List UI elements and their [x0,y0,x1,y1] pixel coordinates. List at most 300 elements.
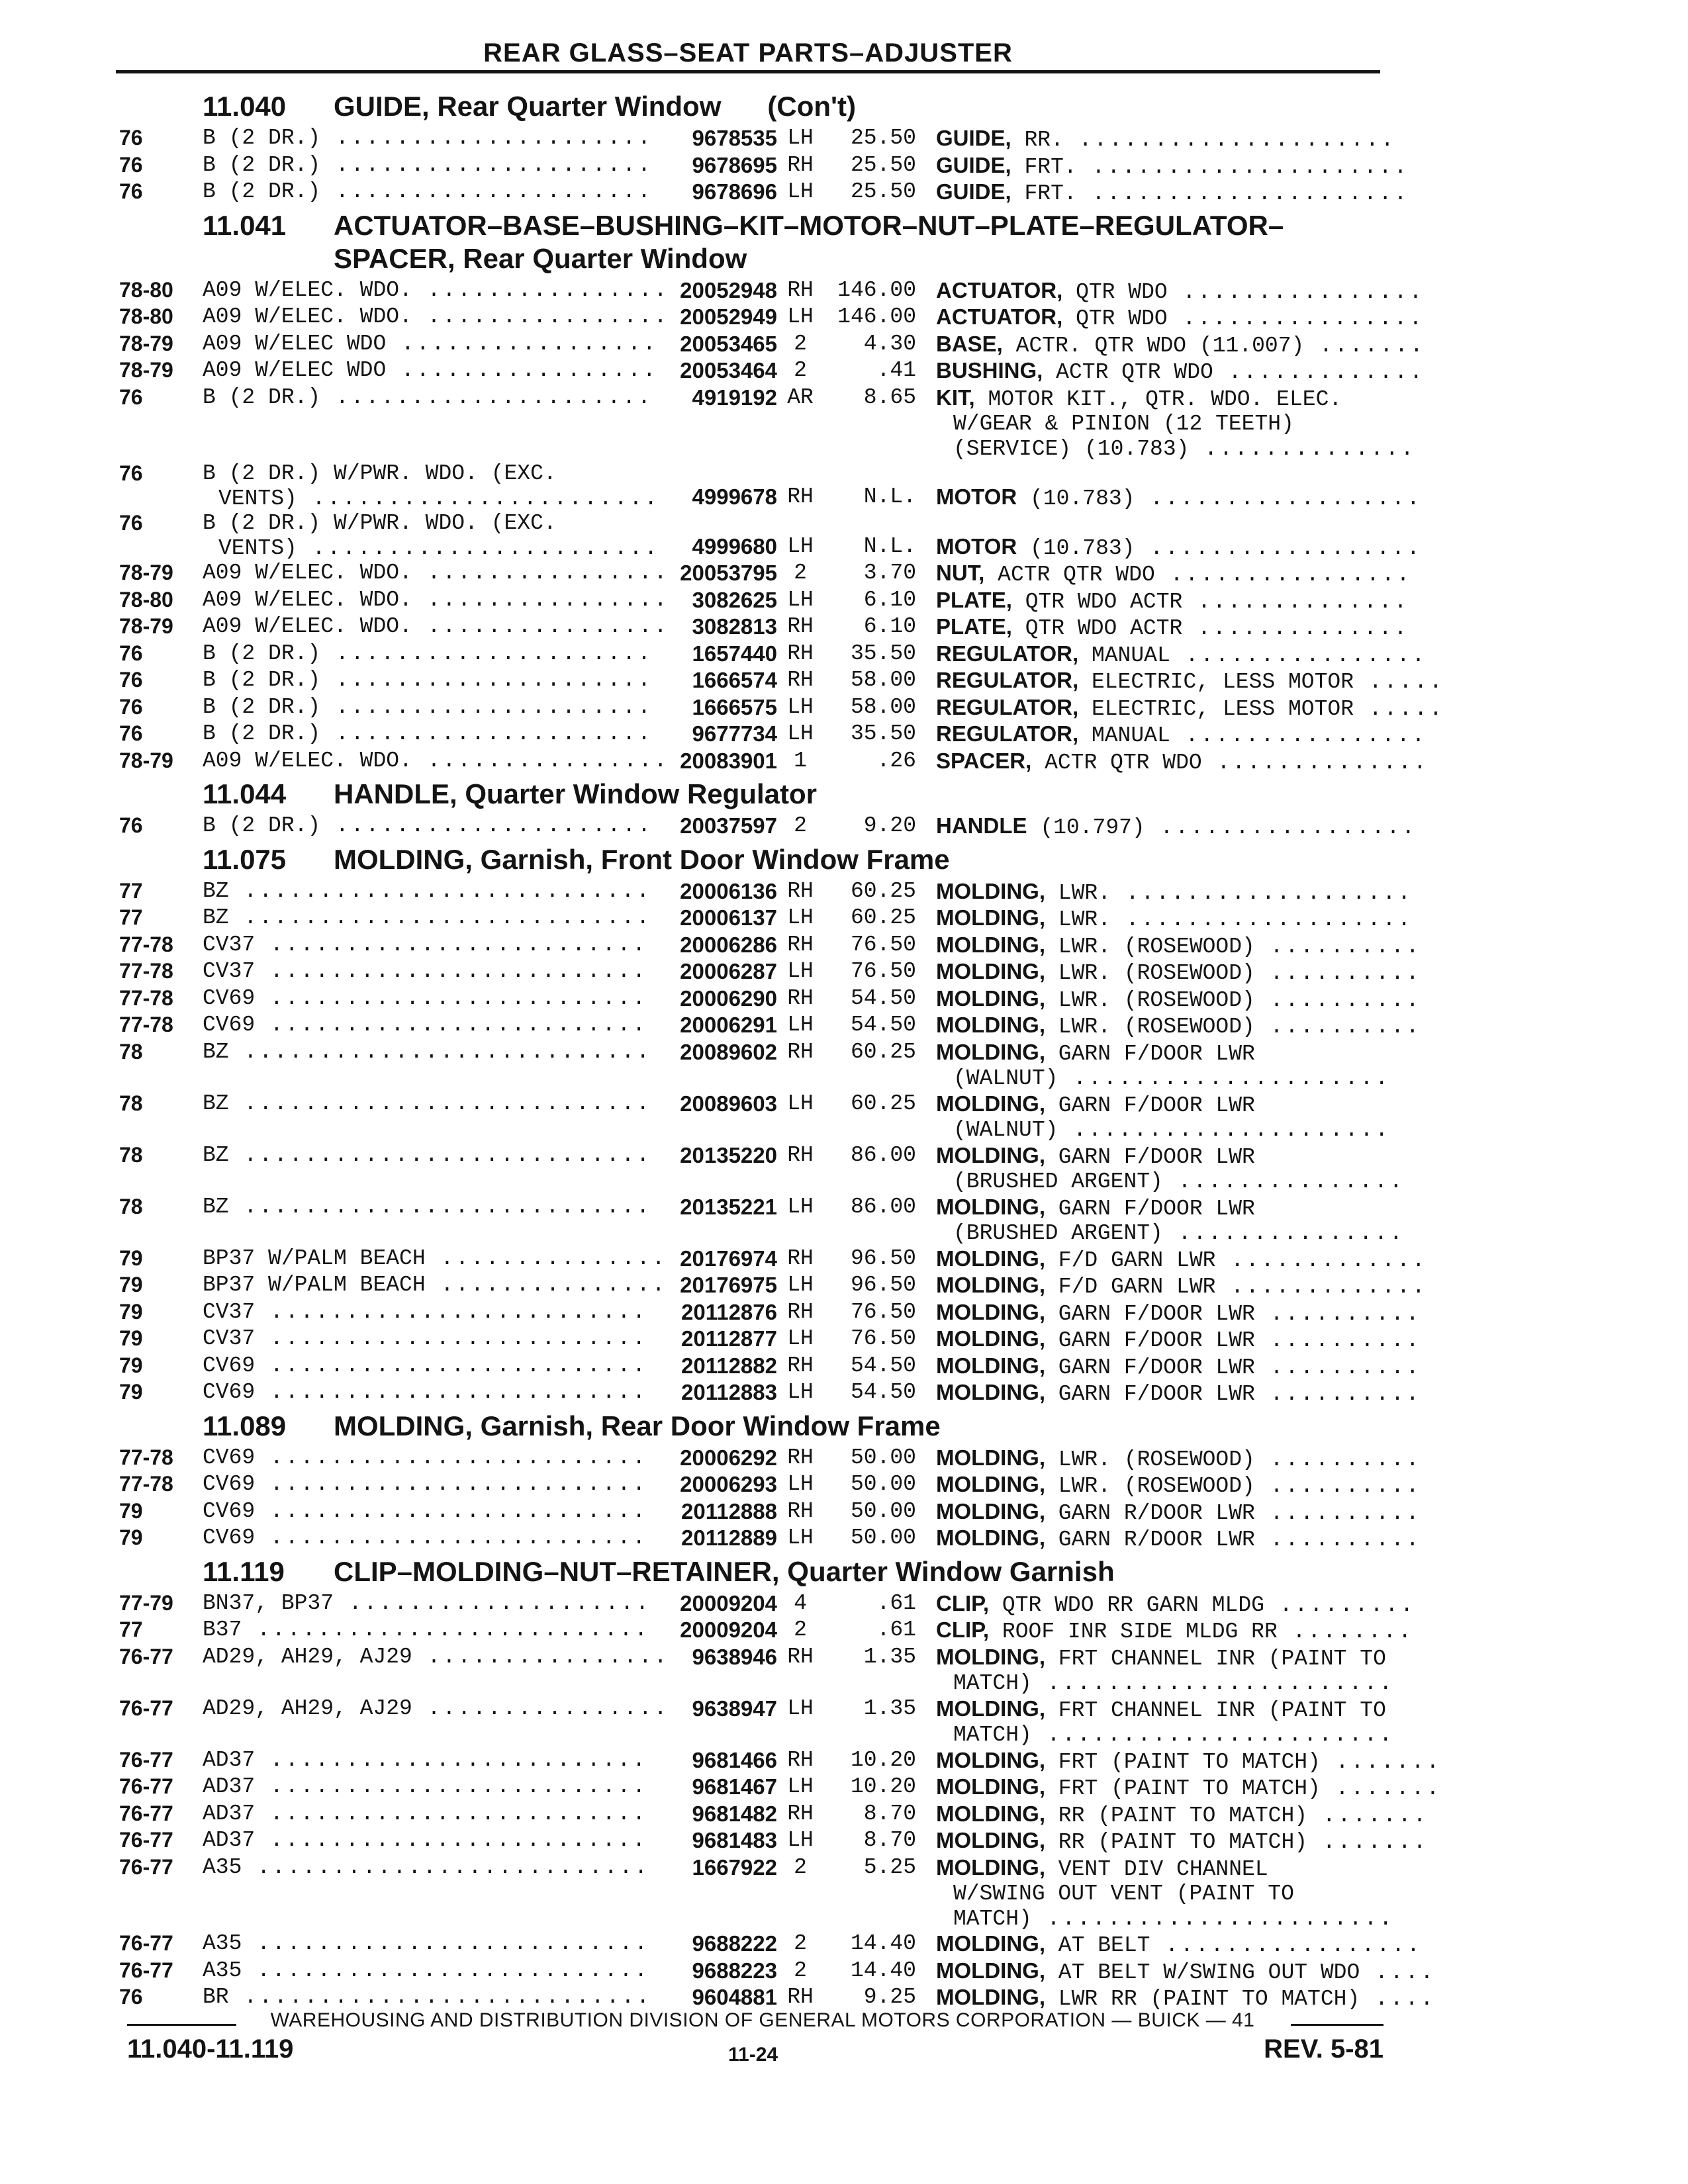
part-number: 4999680 [692,533,777,559]
model-text: AD37 [203,1828,256,1852]
part-name: MOLDING, [936,1299,1045,1324]
model-year: 76 [119,694,143,719]
section-continued-note: (Con't) [767,91,856,122]
quantity: LH [787,1380,814,1404]
dot-leader: ........................... [228,1091,652,1116]
dot-leader: .......................... [242,1931,650,1956]
quantity: AR [787,385,814,410]
part-name: MOLDING, [936,1747,1045,1772]
part-number: 20006293 [680,1472,777,1496]
part-description [916,179,1413,206]
part-number: 20052948 [680,277,777,302]
quantity: RH [787,668,814,692]
part-details [678,748,1429,776]
part-name: MOLDING, [936,1445,1045,1470]
part-name: BASE, [936,331,1003,356]
part-name: SPACER, [936,748,1032,773]
part-name: GUIDE, [936,152,1011,177]
description-line: ACTR QTR WDO [1045,750,1202,775]
part-number: 3082625 [692,587,777,612]
body-model [203,1499,678,1524]
dot-leader: ................ [412,1644,669,1669]
quantity: LH [787,1091,814,1116]
dot-leader: ................ [412,277,669,302]
quantity: RH [787,878,814,903]
description-line: GARN R/DOOR LWR [1058,1527,1255,1552]
quantity: LH [787,126,814,150]
part-description [916,1380,1421,1407]
model-text: A09 W/ELEC. WDO. [203,748,412,773]
part-row [119,748,1429,776]
model-year: 76 [119,461,143,485]
body-model [203,126,678,151]
body-model [203,641,678,666]
dot-leader: ................. [1150,1933,1422,1958]
section-title: ACTUATOR–BASE–BUSHING–KIT–MOTOR–NUT–PLATE–REGULATOR– [334,209,1284,241]
part-description [916,126,1413,153]
list-price: 76.50 [850,932,916,957]
model-text: BZ [203,1194,229,1219]
model-year: 77-78 [119,1445,173,1469]
section-heading [119,90,1393,123]
section-heading [119,1410,1393,1443]
model-text: B (2 DR.) [203,152,321,177]
dot-leader: .......... [1254,1328,1421,1353]
list-price: 6.10 [863,614,916,639]
part-details [678,358,1425,385]
quantity: LH [787,1013,814,1037]
model-text: CV69 [203,1445,256,1470]
part-row [119,1696,1393,1748]
part-row [119,959,1421,986]
part-number: 9688223 [692,1958,777,1983]
dot-leader: .................. [1135,535,1422,561]
part-row [119,1931,1422,1958]
part-row [119,813,1417,841]
section-title-block [334,843,1393,876]
part-description [916,1445,1421,1473]
description-continuation [936,1671,1413,1696]
dot-leader: ......................... [255,1013,648,1037]
dot-leader: .......... [1254,1500,1421,1525]
quantity: RH [787,1246,814,1271]
part-number: 9681482 [692,1801,777,1826]
description-line: QTR WDO ACTR [1025,616,1183,641]
part-details [678,1246,1427,1273]
dot-leader: ................... [1111,907,1413,932]
list-price: 76.50 [850,1326,916,1351]
model-line [203,749,678,774]
dot-leader: ......................... [255,1774,648,1799]
description-line: (10.783) [1030,535,1135,561]
part-description [916,385,1416,462]
part-details [678,932,1421,960]
quantity: LH [787,304,814,329]
model-line [203,1855,678,1880]
body-model [203,358,678,383]
dot-leader: .......... [1254,1382,1421,1406]
dot-leader: ....................... [1031,1906,1395,1931]
model-text: AD37 [203,1801,256,1826]
part-description [916,533,1422,561]
part-name: CLIP, [936,1617,990,1642]
parts-list [119,813,1417,841]
body-model [203,1774,678,1799]
body-model [203,959,678,984]
part-name: PLATE, [936,614,1012,639]
part-name: ACTUATOR, [936,277,1063,302]
model-text: A35 [203,1931,242,1956]
model-text: A09 W/ELEC. WDO. [203,561,412,585]
list-price: 9.25 [863,1985,916,2009]
dot-leader: ......................... [255,1326,648,1351]
part-row [119,152,1409,180]
dot-leader: ........................... [228,1985,652,2009]
description-line: LWR. (ROSEWOOD) [1058,961,1255,985]
part-row [119,561,1412,588]
model-line [203,126,678,151]
list-price: 35.50 [850,721,916,746]
dot-leader: .... [1360,1960,1436,1985]
part-row [119,1445,1421,1473]
part-name: MOLDING, [936,1246,1045,1271]
part-row [119,1958,1436,1985]
body-model [203,1645,678,1670]
part-details [678,1774,1442,1801]
list-price: 14.40 [850,1958,916,1983]
model-line [203,959,678,984]
model-text: BP37 W/PALM BEACH [203,1246,426,1271]
model-line [203,561,678,586]
part-number: 20089603 [680,1091,777,1116]
description-line: ROOF INR SIDE MLDG RR [1002,1619,1278,1644]
description-line: F/D GARN LWR [1058,1248,1216,1273]
part-row [119,1299,1421,1327]
part-number: 9678535 [692,126,777,150]
model-text: B (2 DR.) W/PWR. WDO. (EXC. [203,461,557,486]
body-model [203,1617,678,1643]
dot-leader: ......................... [255,1299,648,1324]
section-number: 11.075 [203,843,287,875]
part-details [678,959,1421,986]
part-number: 20135221 [680,1194,777,1219]
body-model [203,1246,678,1271]
body-model [203,933,678,958]
part-number: 20112882 [680,1353,777,1378]
model-year: 77-78 [119,1013,173,1036]
part-name: BUSHING, [936,358,1043,383]
part-row [119,1525,1421,1553]
part-description [916,641,1427,668]
list-price: 10.20 [850,1774,916,1799]
part-description [916,1091,1413,1143]
part-details [678,721,1427,749]
model-year: 77 [119,1617,143,1641]
dot-leader: ..................... [320,641,653,666]
list-price: .61 [876,1617,916,1642]
part-name: MOLDING, [936,1194,1045,1219]
part-row [119,1273,1427,1300]
body-model [203,1091,678,1116]
description-line: (SERVICE) (10.783) [953,436,1190,461]
section-title-block [334,1555,1393,1588]
body-model [203,304,678,330]
part-name: MOTOR [936,484,1017,509]
list-price: 25.50 [850,126,916,150]
part-row [119,641,1427,668]
body-model [203,813,678,839]
description-line: LWR. [1058,907,1111,932]
model-year: 76 [119,385,143,409]
part-details [678,668,1444,695]
part-row [119,1013,1421,1040]
part-details [678,304,1425,332]
model-line [203,332,678,357]
part-number: 20009204 [680,1617,777,1642]
part-row [119,932,1421,960]
part-row [119,1645,1393,1696]
list-price: .26 [876,748,916,773]
list-price: 76.50 [850,1299,916,1324]
catalog-section [119,778,1417,841]
part-name: MOLDING, [936,1525,1045,1550]
part-row [119,1353,1421,1381]
part-description [916,985,1421,1013]
description-line: FRT CHANNEL INR (PAINT TO [1058,1698,1386,1723]
part-row [119,1747,1442,1775]
list-price: 35.50 [850,641,916,666]
description-line: GARN F/DOOR LWR [1058,1196,1255,1221]
part-details [678,614,1413,641]
description-line: AT BELT [1058,1933,1150,1958]
part-details [678,1645,1413,1696]
part-description [916,277,1425,305]
model-year: 77 [119,878,143,903]
part-row [119,1828,1429,1855]
model-line [203,1273,678,1298]
part-row [119,721,1427,749]
model-line [203,179,678,205]
quantity: 2 [794,358,807,383]
description-line: GARN F/DOOR LWR [1058,1355,1255,1380]
part-details [678,153,1413,180]
model-year: 77-78 [119,985,173,1010]
quantity: 2 [794,813,807,838]
part-row [119,985,1421,1013]
model-line [203,695,678,720]
part-row [119,1617,1414,1645]
section-title-block [334,209,1393,275]
quantity: LH [787,1326,814,1351]
model-line [203,1591,678,1616]
part-number: 4919192 [692,385,777,410]
model-year: 79 [119,1380,143,1404]
part-details [678,1985,1436,2012]
quantity: LH [787,1472,814,1496]
part-description [916,1747,1442,1775]
quantity: LH [787,1273,814,1297]
title-rule [116,70,1380,73]
part-details [678,126,1413,153]
model-year: 76 [119,511,143,535]
dot-leader: .......... [1254,987,1421,1013]
model-line [203,879,678,904]
model-text: B37 [203,1617,242,1642]
model-year: 76-77 [119,1828,173,1852]
model-line [203,588,678,613]
body-model [203,179,678,205]
catalog-section [119,843,1427,1407]
part-number: 20037597 [680,813,777,838]
description-line: GARN R/DOOR LWR [1058,1500,1255,1525]
model-line [203,813,678,839]
dot-leader: ................. [1145,815,1417,840]
part-name: MOLDING, [936,1142,1045,1167]
part-row [119,1855,1393,1932]
model-year: 76-77 [119,1801,173,1825]
description-line: GARN F/DOOR LWR [1058,1041,1255,1066]
dot-leader: ........................... [228,878,652,903]
model-text: A09 W/ELEC. WDO. [203,587,412,612]
body-model [203,905,678,931]
dot-leader: ..................... [320,668,653,692]
dot-leader: .......................... [242,1854,650,1880]
description-line: FRT. [1024,154,1077,179]
dot-leader: ............... [1162,1169,1405,1194]
dot-leader: .............. [1189,436,1416,461]
model-text: BZ [203,905,229,930]
part-name: MOLDING, [936,1498,1045,1524]
list-price: 50.00 [850,1498,916,1524]
list-price: 8.70 [863,1828,916,1852]
part-details [678,1353,1421,1381]
body-model [203,1525,678,1551]
list-price: 25.50 [850,152,916,177]
dot-leader: ....... [1320,1776,1442,1801]
footer-page-number: 11-24 [728,2044,778,2066]
dot-leader: ................ [412,561,669,585]
dot-leader: ............... [1162,1221,1405,1246]
part-name: REGULATOR, [936,668,1079,692]
model-line [203,1195,678,1220]
body-model [203,1445,678,1471]
dot-leader: .............. [1182,589,1409,614]
model-text: CV37 [203,959,256,983]
model-year: 76-77 [119,1854,173,1879]
section-title: CLIP–MOLDING–NUT–RETAINER, Quarter Window Garnish [334,1555,1115,1587]
list-price: 146.00 [837,277,916,302]
model-line [203,1617,678,1643]
part-name: MOLDING, [936,1774,1045,1799]
part-details [678,1590,1416,1618]
body-model [203,1143,678,1168]
part-name: MOLDING, [936,1091,1045,1116]
part-row [119,511,1422,561]
dot-leader: ..... [1354,670,1444,694]
quantity: 2 [794,1958,807,1983]
model-line [203,1774,678,1799]
part-description [916,1958,1436,1985]
dot-leader: ..... [1354,696,1444,721]
quantity: RH [787,1801,814,1826]
model-text: BP37 W/PALM BEACH [203,1273,426,1297]
part-description [916,1617,1413,1645]
model-year: 76-77 [119,1774,173,1798]
description-line: GARN F/DOOR LWR [1058,1382,1255,1406]
part-row [119,1472,1421,1499]
dot-leader: ................ [1170,723,1427,748]
model-line [203,1353,678,1379]
part-description [916,1195,1413,1246]
description-line: QTR WDO [1076,279,1168,304]
model-text: B (2 DR.) [203,641,321,666]
model-text: B (2 DR.) [203,813,321,838]
part-number: 20176974 [680,1246,777,1271]
model-year: 76-77 [119,1958,173,1982]
model-text: AD29, AH29, AJ29 [203,1696,412,1721]
dot-leader: ..................... [1076,181,1409,206]
quantity: 2 [794,1931,807,1956]
dot-leader: ..................... [1058,1118,1391,1142]
body-model [203,749,678,774]
model-text: A09 W/ELEC WDO [203,358,387,383]
description-line: AT BELT W/SWING OUT WDO [1058,1960,1360,1985]
description-line: LWR. (ROSEWOOD) [1058,1447,1255,1472]
dot-leader: ..................... [320,126,653,150]
part-details [678,1855,1413,1932]
part-details [678,694,1444,722]
description-line: GARN F/DOOR LWR [1058,1328,1255,1353]
part-name: MOLDING, [936,1353,1045,1378]
description-line: ELECTRIC, LESS MOTOR [1091,696,1354,721]
dot-leader: ............. [1215,1275,1427,1299]
model-line [203,461,678,486]
dot-leader: ....... [1307,1803,1429,1828]
description-line: RR (PAINT TO MATCH) [1058,1803,1308,1828]
part-description [916,1931,1422,1958]
model-text: CV37 [203,1299,256,1324]
description-continuation [936,1118,1413,1143]
model-year: 78 [119,1039,143,1064]
part-number: 20053465 [680,331,777,356]
list-price: 9.20 [863,813,916,838]
part-number: 1666575 [692,694,777,719]
part-description [916,1801,1429,1829]
part-row [119,694,1444,722]
model-line [203,1472,678,1497]
description-continuation [936,1221,1413,1246]
dot-leader: ................ [412,614,669,639]
part-name: CLIP, [936,1590,990,1615]
part-description [916,748,1429,776]
model-text: B (2 DR.) [203,126,321,150]
model-text: A09 W/ELEC WDO [203,331,387,356]
part-description [916,905,1413,933]
quantity: RH [787,1353,814,1378]
part-details [678,1013,1421,1040]
part-row [119,331,1425,359]
quantity: RH [787,1445,814,1470]
part-description [916,721,1427,749]
description-continuation [936,412,1413,437]
dot-leader: ........ [1277,1619,1414,1644]
part-number: 9678695 [692,152,777,177]
part-details [678,561,1413,588]
list-price: 5.25 [863,1854,916,1880]
part-number: 1666574 [692,668,777,692]
quantity: RH [787,1299,814,1324]
part-name: REGULATOR, [936,641,1079,666]
